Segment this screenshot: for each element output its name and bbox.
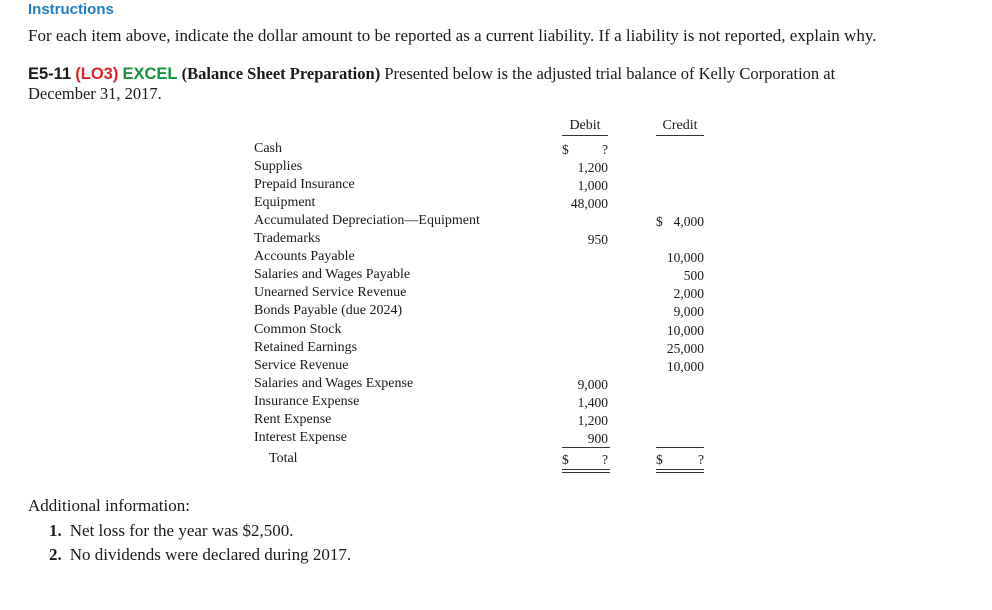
credit-dollar-sign: $ — [656, 214, 663, 229]
debit-double-rule — [562, 469, 610, 473]
credit-amount: 500 — [683, 268, 704, 283]
account-name: Accumulated Depreciation—Equipment — [254, 213, 480, 228]
total-debit-dollar: $ — [562, 452, 569, 467]
credit-total-rule — [656, 447, 704, 448]
account-name: Rent Expense — [254, 412, 332, 427]
credit-header: Credit — [656, 118, 704, 136]
debit-amount: 1,400 — [577, 395, 608, 410]
exercise-description: Presented below is the adjusted trial balance of Kelly Corporation at — [384, 64, 836, 83]
debit-amount: 9,000 — [577, 377, 608, 392]
account-name: Cash — [254, 141, 282, 156]
item-text: No dividends were declared during 2017. — [69, 545, 352, 564]
item-number: 1. — [49, 521, 62, 540]
account-name: Unearned Service Revenue — [254, 285, 407, 300]
account-name: Equipment — [254, 195, 316, 210]
debit-amount: 900 — [587, 431, 608, 446]
learning-objective: (LO3) — [75, 65, 119, 83]
credit-amount: 25,000 — [666, 341, 704, 356]
exercise-title: (Balance Sheet Preparation) — [181, 64, 381, 83]
debit-dollar-sign: $ — [562, 142, 569, 157]
total-credit-dollar: $ — [656, 452, 663, 467]
debit-header: Debit — [562, 118, 608, 136]
additional-item — [49, 545, 351, 565]
item-number: 2. — [49, 545, 62, 564]
credit-double-rule — [656, 469, 704, 473]
account-name: Retained Earnings — [254, 340, 358, 355]
account-name: Bonds Payable (due 2024) — [254, 303, 403, 318]
account-name: Supplies — [254, 159, 303, 174]
credit-amount: 2,000 — [673, 286, 704, 301]
additional-item — [49, 521, 294, 541]
debit-amount: 1,000 — [577, 178, 608, 193]
total-label: Total — [269, 451, 298, 466]
credit-amount: 10,000 — [666, 323, 704, 338]
instructions-text: For each item above, indicate the dollar amount to be reported as a current liability. If a liability is not reported, explain why. — [28, 26, 877, 45]
account-name: Common Stock — [254, 322, 342, 337]
credit-amount: 10,000 — [666, 359, 704, 374]
account-name: Accounts Payable — [254, 249, 355, 264]
exercise-code: E5-11 — [28, 65, 72, 83]
debit-amount: 1,200 — [577, 160, 608, 175]
account-name: Insurance Expense — [254, 394, 360, 409]
total-debit: ? — [602, 452, 608, 467]
account-name: Service Revenue — [254, 358, 349, 373]
account-name: Trademarks — [254, 231, 321, 246]
debit-amount: 1,200 — [577, 413, 608, 428]
additional-info-heading: Additional information: — [28, 496, 190, 515]
account-name: Prepaid Insurance — [254, 177, 355, 192]
exercise-description-date: December 31, 2017. — [28, 84, 162, 103]
debit-amount: 950 — [587, 232, 608, 247]
credit-amount: 9,000 — [673, 304, 704, 319]
credit-amount: 10,000 — [666, 250, 704, 265]
debit-amount: 48,000 — [570, 196, 608, 211]
item-text: Net loss for the year was $2,500. — [69, 521, 294, 540]
account-name: Salaries and Wages Expense — [254, 376, 414, 391]
total-credit: ? — [698, 452, 704, 467]
credit-amount: 4,000 — [673, 214, 704, 229]
debit-amount: ? — [602, 142, 608, 157]
account-name: Salaries and Wages Payable — [254, 267, 411, 282]
excel-tag: EXCEL — [122, 65, 178, 83]
instructions-heading: Instructions — [28, 1, 114, 18]
debit-total-rule — [562, 447, 610, 448]
exercise-header — [28, 64, 948, 103]
account-name: Interest Expense — [254, 430, 347, 445]
